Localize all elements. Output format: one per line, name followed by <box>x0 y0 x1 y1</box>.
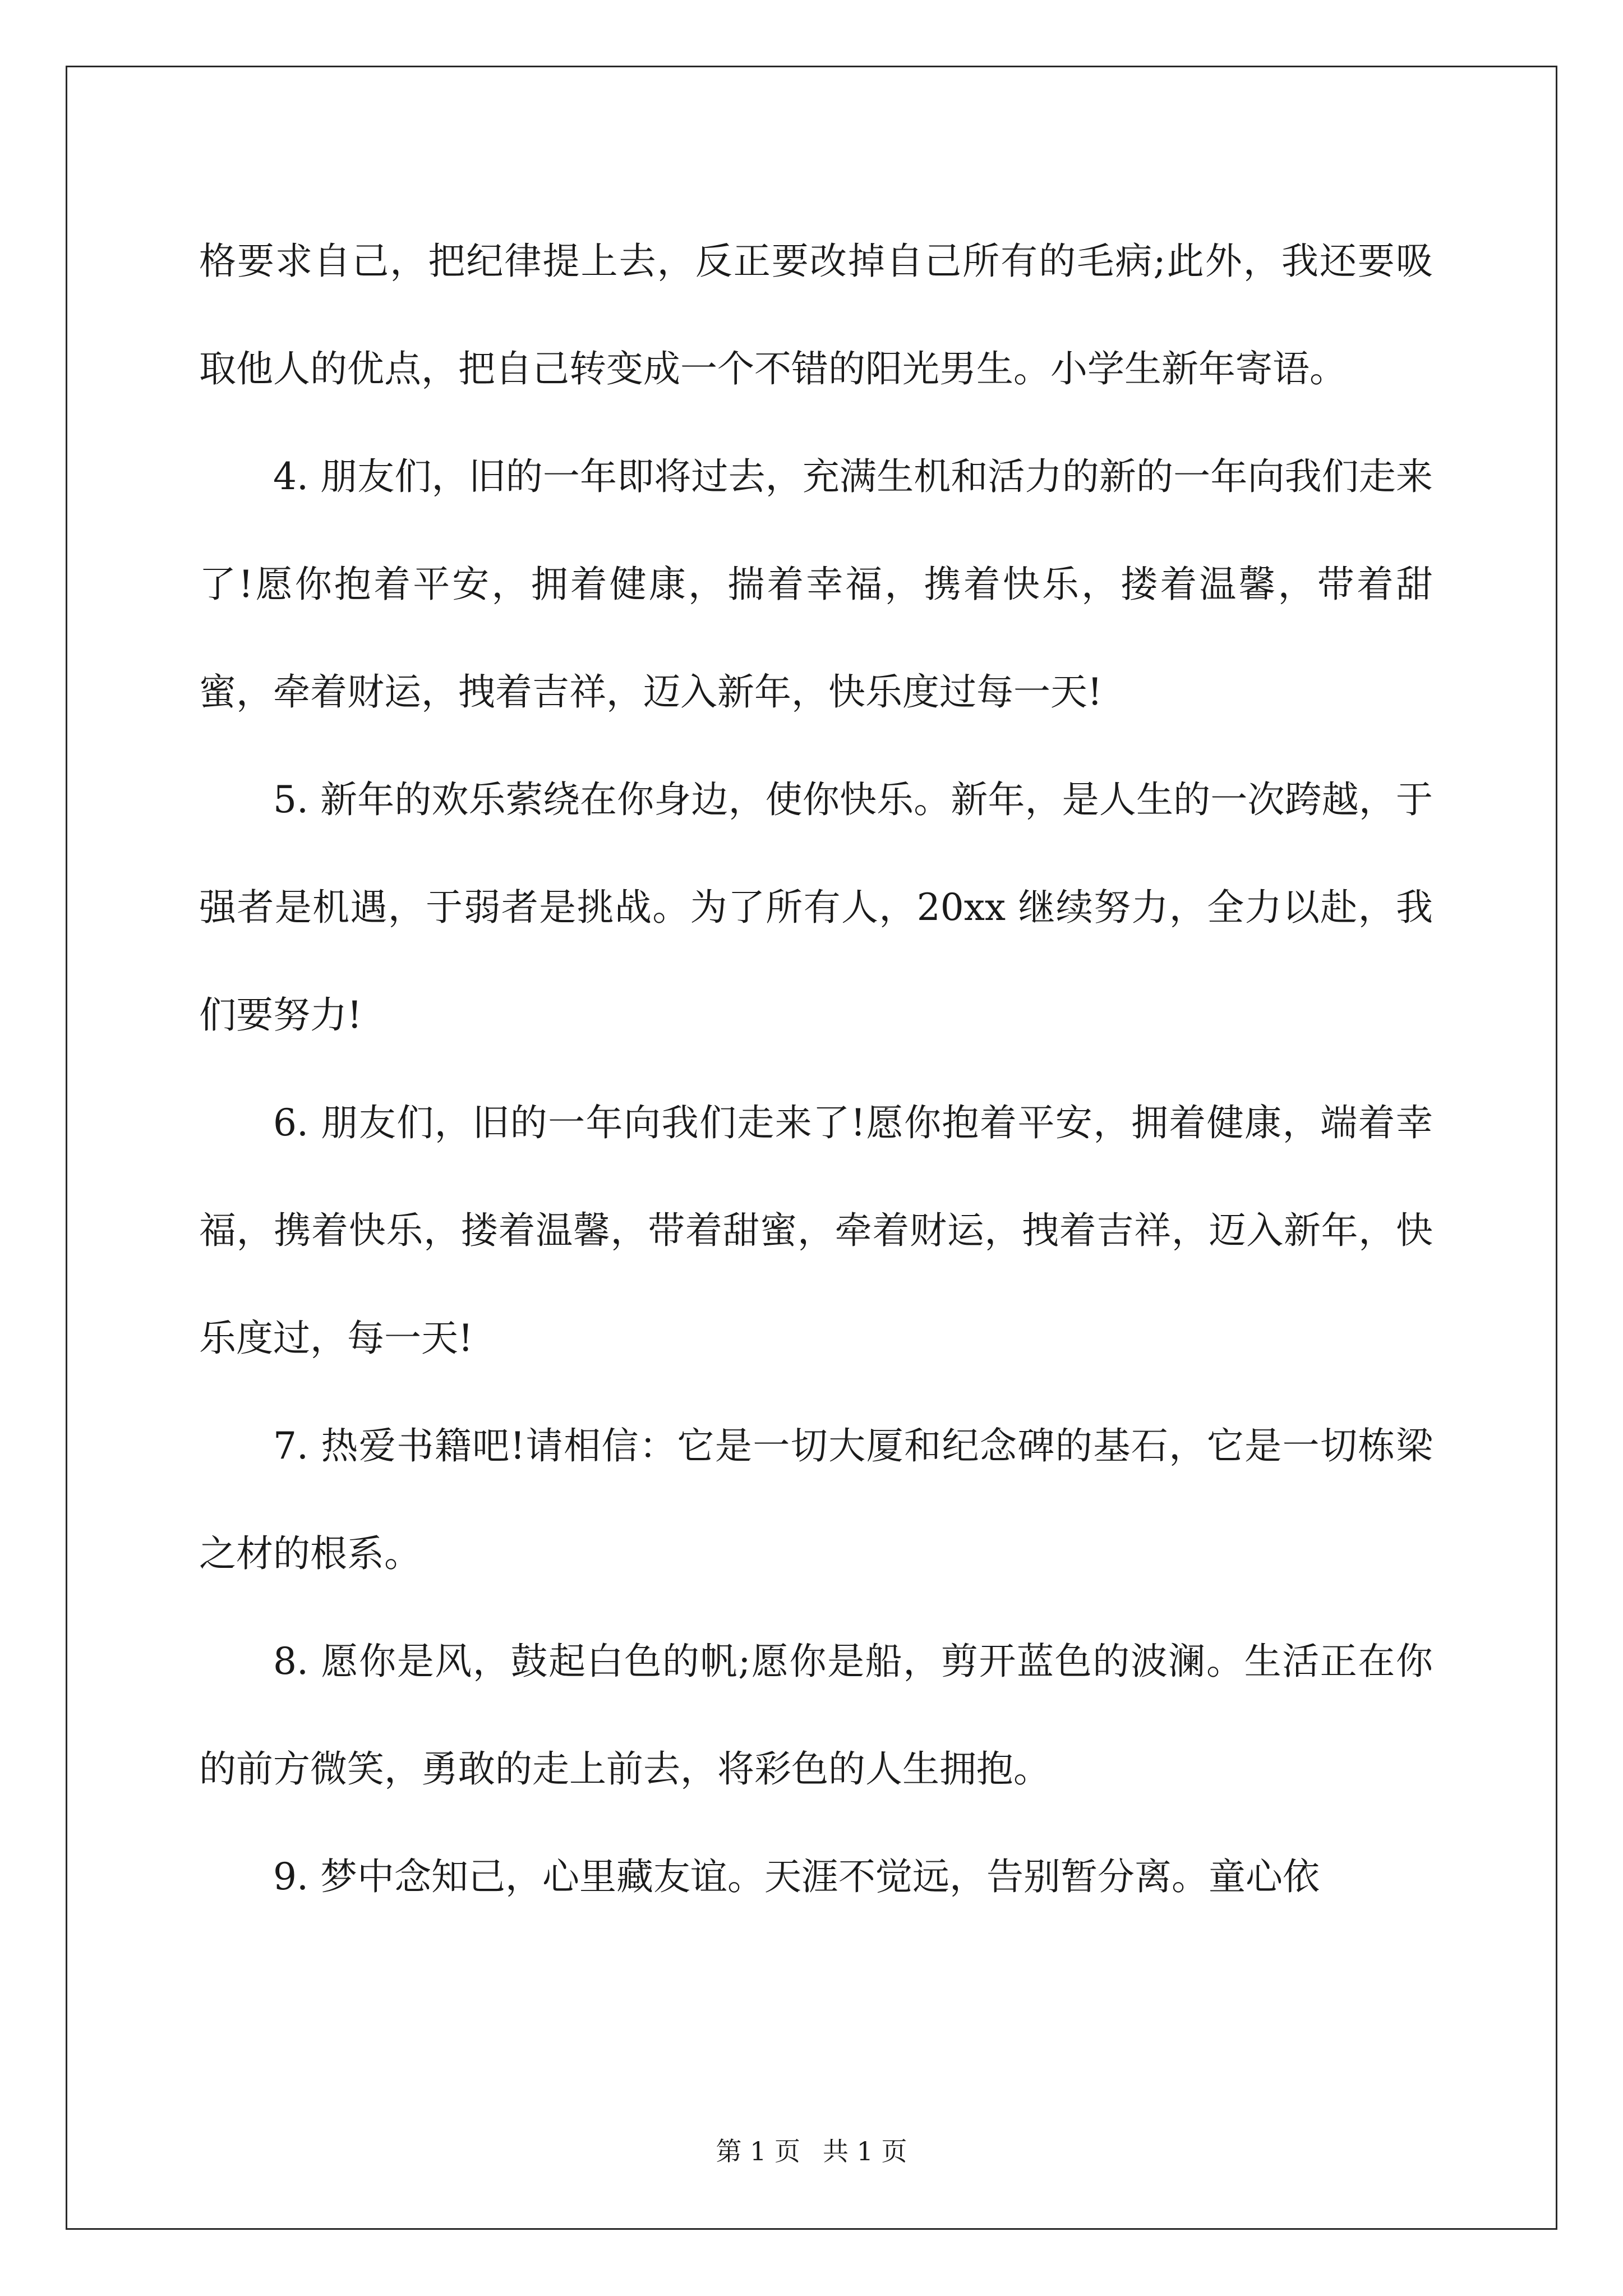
document-body <box>199 208 1433 1931</box>
paragraph-3: 5. 新年的欢乐萦绕在你身边，使你快乐。新年，是人生的一次跨越，于强者是机遇，于弱者是挑战。为了所有人，20xx 继续努力，全力以赴，我们要努力! <box>199 778 1433 1037</box>
paragraph-7: 9. 梦中念知己，心里藏友谊。天涯不觉远，告别暂分离。童心依 <box>273 1855 1320 1898</box>
paragraph-4: 6. 朋友们，旧的一年向我们走来了!愿你抱着平安，拥着健康，端着幸福，携着快乐，搂着温馨，带着甜蜜，牵着财运，拽着吉祥，迈入新年，快乐度过，每一天! <box>199 1101 1433 1360</box>
paragraph-5: 7. 热爱书籍吧!请相信：它是一切大厦和纪念碑的基石，它是一切栋梁之材的根系。 <box>199 1424 1433 1575</box>
page-footer <box>0 2134 1623 2168</box>
paragraph-6: 8. 愿你是风，鼓起白色的帆;愿你是船，剪开蓝色的波澜。生活正在你的前方微笑，勇敢的走上前去，将彩色的人生拥抱。 <box>199 1640 1433 1791</box>
paragraph-2: 4. 朋友们，旧的一年即将过去，充满生机和活力的新的一年向我们走来了!愿你抱着平安，拥着健康，揣着幸福，携着快乐，搂着温馨，带着甜蜜，牵着财运，拽着吉祥，迈入新年，快乐度过每一天! <box>199 455 1433 714</box>
paragraph-1: 格要求自己，把纪律提上去，反正要改掉自己所有的毛病;此外，我还要吸取他人的优点，把自己转变成一个不错的阳光男生。小学生新年寄语。 <box>199 240 1433 390</box>
page-number-total: 共 1 页 <box>823 2136 907 2166</box>
page-number-current: 第 1 页 <box>716 2136 800 2166</box>
